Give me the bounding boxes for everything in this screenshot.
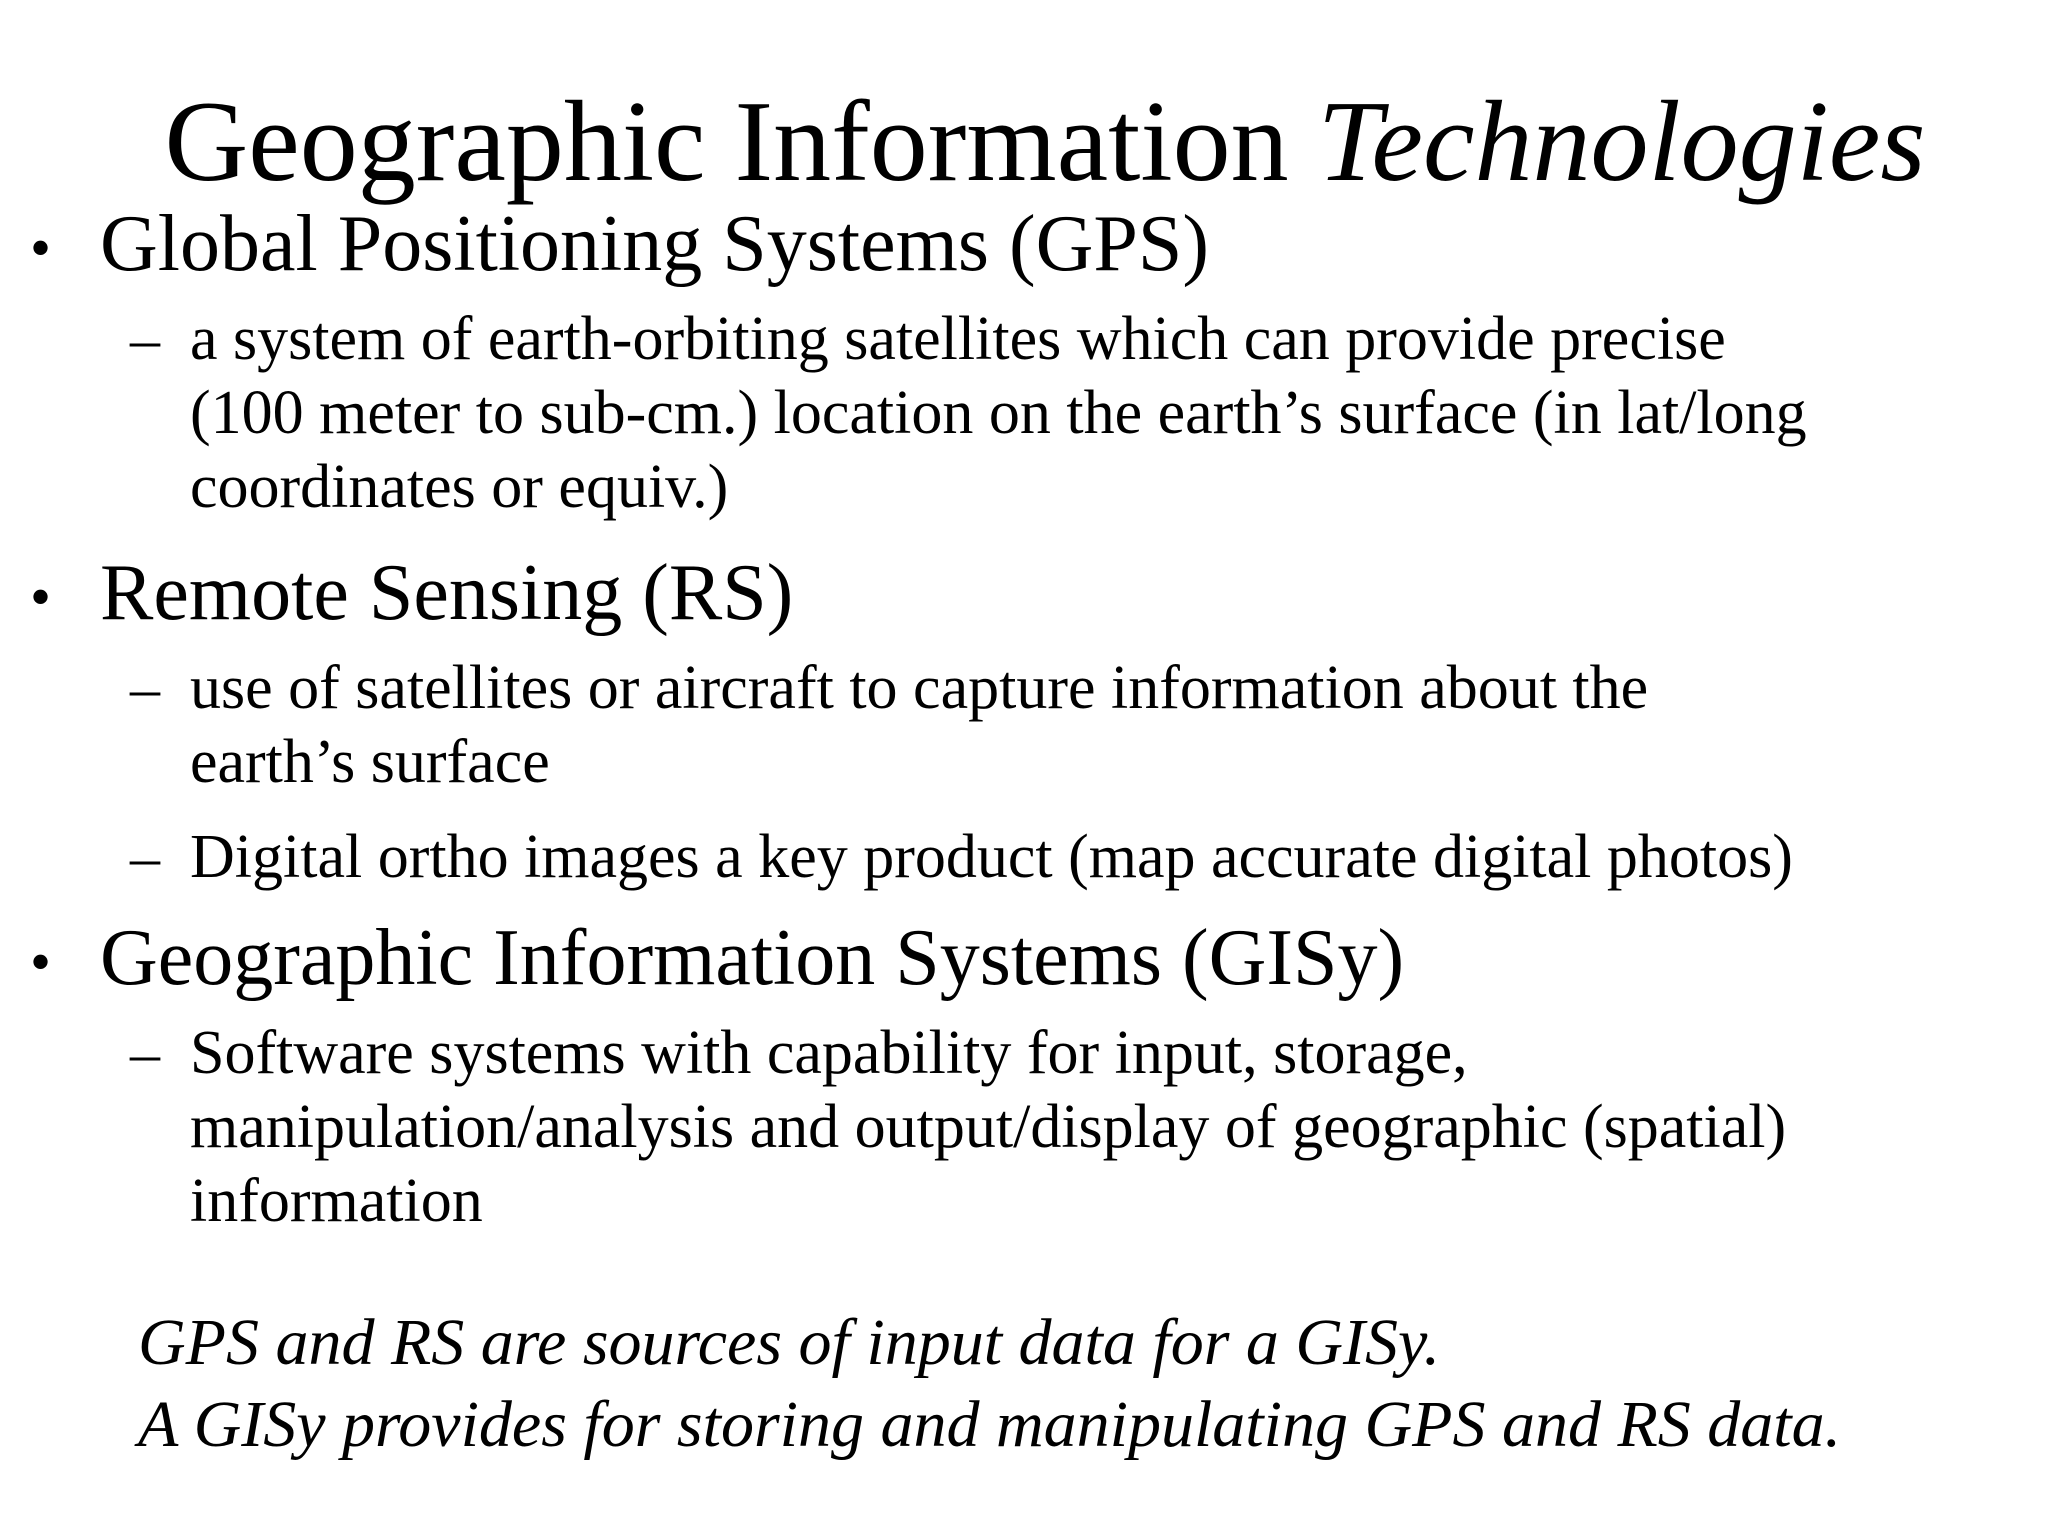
bullet-label: Remote Sensing (RS) — [100, 549, 794, 637]
subitem-line: earth’s surface — [190, 728, 550, 796]
subitem-line: information — [190, 1167, 483, 1235]
subitem-text — [190, 1016, 2040, 1238]
subitem-line: coordinates or equiv.) — [190, 453, 729, 521]
dash-icon: – — [130, 306, 160, 372]
title-italic: Technologies — [1317, 78, 1926, 206]
subitem-line: Digital ortho images a key product (map accurate digital photos) — [190, 823, 1793, 891]
summary-note: GPS and RS are sources of input data for a GISy. — [138, 1306, 1441, 1379]
subitem-line: a system of earth-orbiting satellites which can provide precise — [190, 305, 1726, 373]
slide-title — [0, 72, 2048, 212]
subitem-text — [190, 651, 2040, 799]
bullet-label: Global Positioning Systems (GPS) — [100, 200, 1210, 288]
bullet-icon: • — [30, 215, 52, 281]
bullet-icon: • — [30, 929, 52, 995]
subitem-text — [190, 820, 2040, 894]
subitem-line: Software systems with capability for input, storage, — [190, 1019, 1468, 1087]
title-regular: Geographic Information — [164, 78, 1289, 206]
subitem-text — [190, 302, 2040, 524]
dash-icon: – — [130, 824, 160, 890]
subitem-line: manipulation/analysis and output/display of geographic (spatial) — [190, 1093, 1787, 1161]
bullet-icon: • — [30, 564, 52, 630]
dash-icon: – — [130, 1020, 160, 1086]
bullet-label: Geographic Information Systems (GISy) — [100, 914, 1405, 1002]
subitem-line: (100 meter to sub-cm.) location on the earth’s surface (in lat/long — [190, 379, 1807, 447]
dash-icon: – — [130, 655, 160, 721]
summary-note: A GISy provides for storing and manipulating GPS and RS data. — [138, 1388, 1842, 1461]
subitem-line: use of satellites or aircraft to capture information about the — [190, 654, 1649, 722]
